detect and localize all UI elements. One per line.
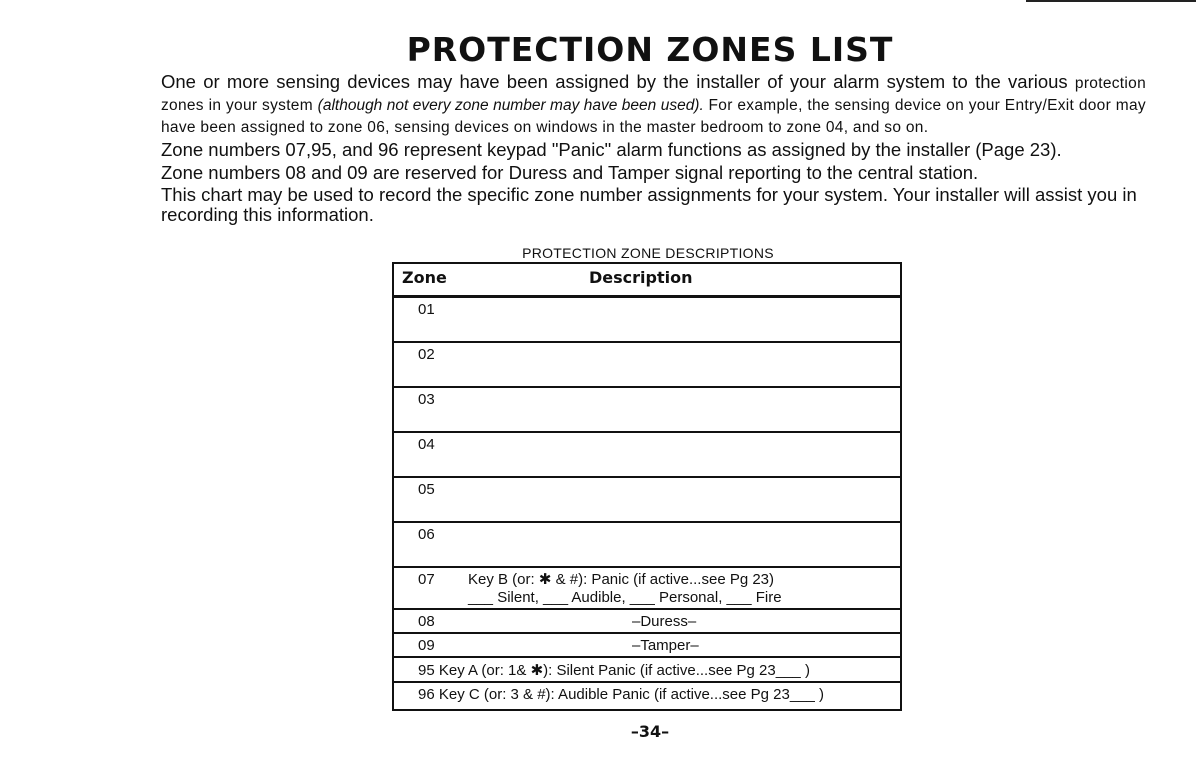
zone-description: 95 Key A (or: 1& ✱): Silent Panic (if active...see Pg 23___ ) <box>418 662 810 679</box>
zone-description: Key B (or: ✱ & #): Panic (if active...see Pg 23) <box>468 571 775 588</box>
table-row <box>394 658 900 683</box>
zone-table <box>392 262 902 711</box>
table-row <box>394 568 900 610</box>
zone-description: –Tamper– <box>632 637 699 654</box>
header-zone: Zone <box>402 268 447 287</box>
zone-number: 03 <box>418 391 435 408</box>
zone-number: 07 <box>418 571 435 588</box>
intro-p1-small: protection zones in your system <box>161 75 1146 114</box>
table-row <box>394 478 900 523</box>
table-header <box>394 264 900 298</box>
intro-paragraph-2: Zone numbers 07,95, and 96 represent keypad "Panic" alarm functions as assigned by the installer (Page 23). <box>161 139 1062 160</box>
table-row <box>394 523 900 568</box>
page-title: PROTECTION ZONES LIST <box>406 30 894 69</box>
zone-description: –Duress– <box>632 613 697 630</box>
zone-number: 08 <box>418 613 435 630</box>
zone-number: 06 <box>418 526 435 543</box>
zone-number: 09 <box>418 637 435 654</box>
table-row <box>394 343 900 388</box>
intro-p1-part-b: For example, the sensing device on your Entry/Exit door may have been assigned to zone 06, sensing devices on windows in the master bedroom to zone 04, and so on. <box>161 97 1146 136</box>
table-row <box>394 298 900 343</box>
table-row <box>394 634 900 658</box>
zone-number: 02 <box>418 346 435 363</box>
table-row <box>394 610 900 634</box>
zone-description: 96 Key C (or: 3 & #): Audible Panic (if active...see Pg 23___ ) <box>418 686 825 703</box>
intro-paragraph-1 <box>161 72 1146 138</box>
page-number: –34– <box>630 722 670 741</box>
zone-description-options: ___ Silent, ___ Audible, ___ Personal, ___ Fire <box>468 589 782 606</box>
intro-paragraph-3: Zone numbers 08 and 09 are reserved for Duress and Tamper signal reporting to the central station. <box>161 162 979 183</box>
table-row <box>394 388 900 433</box>
zone-number: 05 <box>418 481 435 498</box>
table-caption: PROTECTION ZONE DESCRIPTIONS <box>522 245 774 261</box>
table-row <box>394 683 900 709</box>
top-rule <box>1026 0 1196 2</box>
zone-number: 04 <box>418 436 435 453</box>
header-description: Description <box>589 268 693 287</box>
intro-text <box>161 72 1146 225</box>
zone-number: 01 <box>418 301 435 318</box>
intro-p1-part-a: One or more sensing devices may have been assigned by the installer of your alarm system to the various <box>161 71 1075 92</box>
table-row <box>394 433 900 478</box>
intro-paragraph-4: This chart may be used to record the specific zone number assignments for your system. Your installer will assist you in recording this information. <box>161 184 1137 225</box>
intro-p1-italic: (although not every zone number may have been used). <box>317 97 704 114</box>
